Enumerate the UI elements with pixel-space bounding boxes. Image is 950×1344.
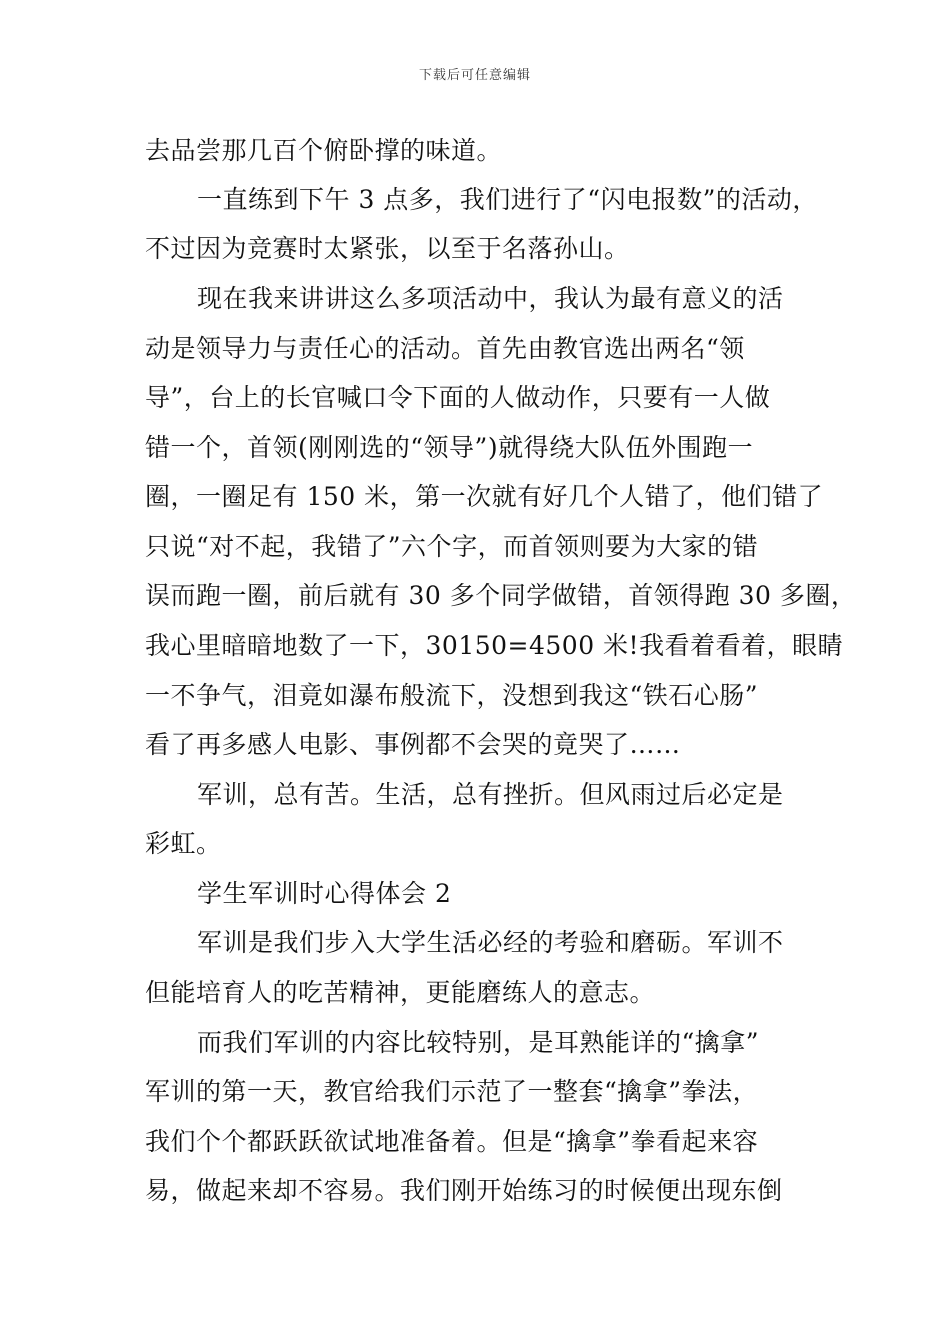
text-line: 军训，总有苦。生活，总有挫折。但风雨过后必定是: [197, 780, 784, 809]
text-line: 而我们军训的内容比较特别，是耳熟能详的“擒拿”: [197, 1028, 760, 1057]
text-line: 一不争气，泪竟如瀑布般流下，没想到我这“铁石心肠”: [145, 681, 759, 710]
text-line: 看了再多感人电影、事例都不会哭的竟哭了……: [145, 730, 681, 759]
text-line: 动是领导力与责任心的活动。首先由教官选出两名“领: [145, 334, 745, 363]
text-line: 现在我来讲讲这么多项活动中，我认为最有意义的活: [197, 284, 784, 313]
text-line: 但能培育人的吃苦精神，更能磨练人的意志。: [145, 978, 656, 1007]
text-line: 我们个个都跃跃欲试地准备着。但是“擒拿”拳看起来容: [145, 1127, 759, 1156]
text-line: 只说“对不起，我错了”六个字，而首领则要为大家的错: [145, 532, 759, 561]
text-line: 易，做起来却不容易。我们刚开始练习的时候便出现东倒: [145, 1176, 783, 1205]
text-line: 圈，一圈足有 150 米，第一次就有好几个人错了，他们错了: [145, 482, 824, 511]
text-line: 导”，台上的长官喊口令下面的人做动作，只要有一人做: [145, 383, 771, 412]
text-line: 错一个，首领(刚刚选的“领导”)就得绕大队伍外围跑一: [145, 433, 754, 462]
text-line: 一直练到下午 3 点多，我们进行了“闪电报数”的活动，: [197, 185, 818, 214]
text-line: 彩虹。: [145, 829, 222, 858]
text-line: 不过因为竞赛时太紧张，以至于名落孙山。: [145, 234, 630, 263]
text-line: 误而跑一圈，前后就有 30 多个同学做错，首领得跑 30 多圈，: [145, 581, 857, 610]
text-line: 我心里暗暗地数了一下，30150=4500 米!我看着看着，眼睛: [145, 631, 844, 660]
section-heading: 学生军训时心得体会 2: [197, 879, 452, 908]
text-line: 军训是我们步入大学生活必经的考验和磨砺。军训不: [197, 928, 784, 957]
text-line: 军训的第一天，教官给我们示范了一整套“擒拿”拳法，: [145, 1077, 759, 1106]
page-header: 下载后可任意编辑: [418, 68, 531, 83]
text-line: 去品尝那几百个俯卧撑的味道。: [145, 136, 503, 165]
